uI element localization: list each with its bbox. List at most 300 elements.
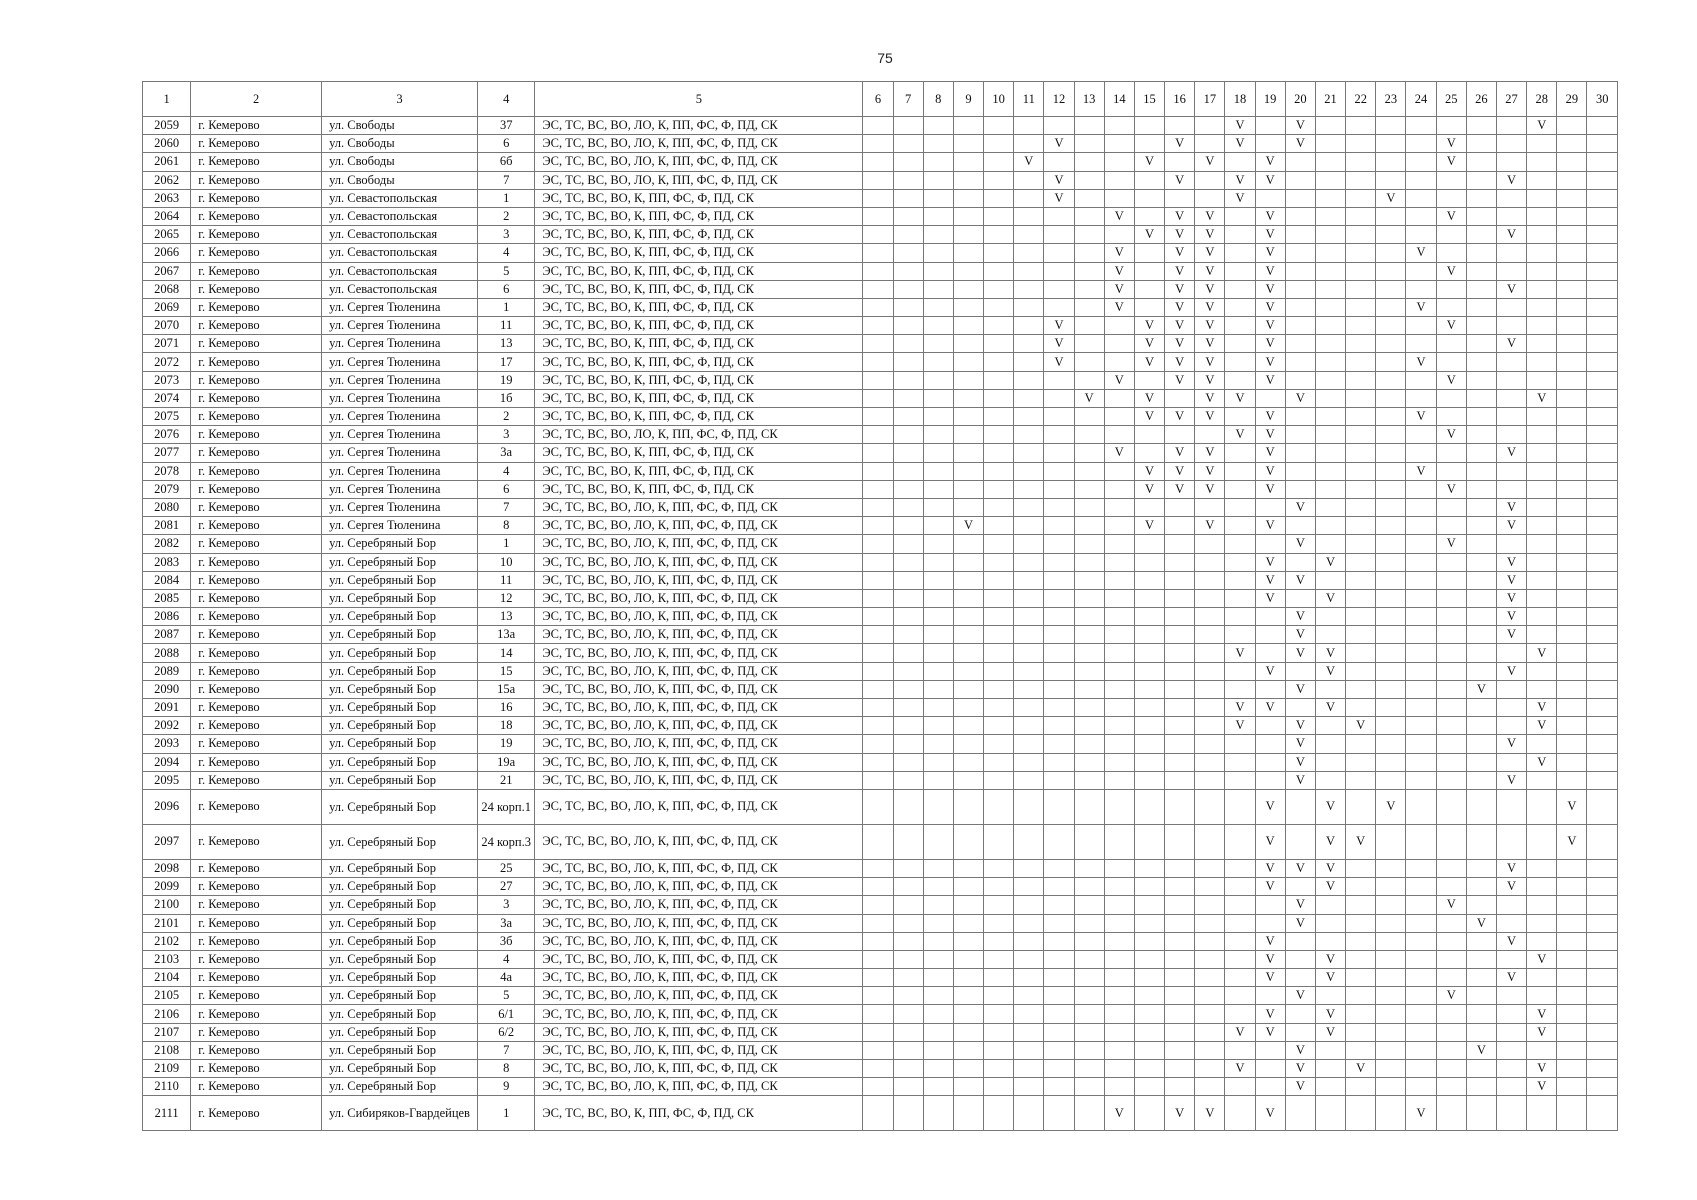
street-cell: ул. Сергея Тюленина — [322, 317, 478, 335]
table-row — [143, 896, 1618, 914]
empty-cell — [1557, 662, 1587, 680]
empty-cell — [953, 553, 983, 571]
empty-cell — [953, 298, 983, 316]
empty-cell — [1436, 171, 1466, 189]
empty-cell — [1134, 498, 1164, 516]
check-mark: V — [1315, 824, 1345, 859]
empty-cell — [1376, 135, 1406, 153]
empty-cell — [863, 662, 893, 680]
table-row — [143, 462, 1618, 480]
empty-cell — [1044, 280, 1074, 298]
table-row — [143, 589, 1618, 607]
empty-cell — [863, 571, 893, 589]
empty-cell — [1165, 896, 1195, 914]
check-mark: V — [1315, 644, 1345, 662]
empty-cell — [953, 644, 983, 662]
empty-cell — [923, 644, 953, 662]
empty-cell — [984, 262, 1014, 280]
empty-cell — [1496, 262, 1526, 280]
empty-cell — [1255, 717, 1285, 735]
empty-cell — [1466, 117, 1496, 135]
empty-cell — [1315, 1060, 1345, 1078]
empty-cell — [1587, 662, 1618, 680]
empty-cell — [984, 171, 1014, 189]
check-mark: V — [1104, 262, 1134, 280]
row-number: 2099 — [143, 878, 191, 896]
empty-cell — [1436, 1005, 1466, 1023]
empty-cell — [1014, 353, 1044, 371]
empty-cell — [1104, 226, 1134, 244]
empty-cell — [984, 426, 1014, 444]
street-cell: ул. Серебряный Бор — [322, 608, 478, 626]
city-cell: г. Кемерово — [191, 987, 322, 1005]
row-number: 2072 — [143, 353, 191, 371]
empty-cell — [1346, 771, 1376, 789]
check-mark: V — [1134, 517, 1164, 535]
column-header: 18 — [1225, 82, 1255, 117]
empty-cell — [1104, 117, 1134, 135]
empty-cell — [1527, 262, 1557, 280]
empty-cell — [893, 226, 923, 244]
check-mark: V — [1436, 371, 1466, 389]
empty-cell — [1014, 517, 1044, 535]
empty-cell — [1346, 444, 1376, 462]
table-row — [143, 914, 1618, 932]
empty-cell — [863, 553, 893, 571]
empty-cell — [1587, 298, 1618, 316]
check-mark: V — [1285, 571, 1315, 589]
empty-cell — [953, 317, 983, 335]
empty-cell — [1406, 553, 1436, 571]
empty-cell — [1104, 498, 1134, 516]
empty-cell — [863, 171, 893, 189]
empty-cell — [984, 608, 1014, 626]
empty-cell — [1225, 207, 1255, 225]
row-number: 2077 — [143, 444, 191, 462]
empty-cell — [863, 335, 893, 353]
empty-cell — [1074, 135, 1104, 153]
empty-cell — [1104, 335, 1134, 353]
empty-cell — [1406, 644, 1436, 662]
empty-cell — [1044, 824, 1074, 859]
empty-cell — [1557, 462, 1587, 480]
empty-cell — [863, 462, 893, 480]
empty-cell — [893, 878, 923, 896]
check-mark: V — [1285, 644, 1315, 662]
empty-cell — [1074, 480, 1104, 498]
check-mark: V — [1285, 535, 1315, 553]
empty-cell — [1587, 207, 1618, 225]
empty-cell — [1225, 753, 1255, 771]
empty-cell — [1044, 987, 1074, 1005]
check-mark: V — [1496, 626, 1526, 644]
check-mark: V — [1255, 699, 1285, 717]
empty-cell — [1557, 189, 1587, 207]
empty-cell — [1315, 680, 1345, 698]
empty-cell — [893, 1023, 923, 1041]
empty-cell — [1557, 1096, 1587, 1131]
empty-cell — [1527, 1041, 1557, 1059]
empty-cell — [1557, 426, 1587, 444]
empty-cell — [1587, 699, 1618, 717]
empty-cell — [1195, 135, 1225, 153]
table-row — [143, 262, 1618, 280]
empty-cell — [893, 589, 923, 607]
empty-cell — [1165, 535, 1195, 553]
empty-cell — [1225, 335, 1255, 353]
empty-cell — [1285, 553, 1315, 571]
empty-cell — [984, 662, 1014, 680]
empty-cell — [1134, 371, 1164, 389]
check-mark: V — [1285, 135, 1315, 153]
empty-cell — [923, 153, 953, 171]
empty-cell — [1466, 298, 1496, 316]
empty-cell — [1255, 626, 1285, 644]
empty-cell — [1466, 517, 1496, 535]
check-mark: V — [1195, 262, 1225, 280]
empty-cell — [1165, 589, 1195, 607]
table-body — [143, 117, 1618, 1131]
empty-cell — [1557, 878, 1587, 896]
house-cell: 27 — [478, 878, 535, 896]
empty-cell — [1346, 244, 1376, 262]
empty-cell — [1376, 950, 1406, 968]
empty-cell — [1044, 262, 1074, 280]
empty-cell — [1165, 644, 1195, 662]
empty-cell — [863, 207, 893, 225]
empty-cell — [1406, 753, 1436, 771]
row-number: 2103 — [143, 950, 191, 968]
check-mark: V — [1134, 317, 1164, 335]
empty-cell — [953, 662, 983, 680]
empty-cell — [1466, 859, 1496, 877]
empty-cell — [1466, 262, 1496, 280]
empty-cell — [1496, 1096, 1526, 1131]
empty-cell — [953, 680, 983, 698]
table-row — [143, 553, 1618, 571]
row-number: 2108 — [143, 1041, 191, 1059]
empty-cell — [953, 824, 983, 859]
table-row — [143, 226, 1618, 244]
empty-cell — [1496, 298, 1526, 316]
empty-cell — [1436, 553, 1466, 571]
empty-cell — [1195, 644, 1225, 662]
empty-cell — [1225, 571, 1255, 589]
check-mark: V — [1436, 987, 1466, 1005]
check-mark: V — [1255, 878, 1285, 896]
empty-cell — [1165, 662, 1195, 680]
empty-cell — [1436, 389, 1466, 407]
empty-cell — [1496, 1005, 1526, 1023]
empty-cell — [1587, 1005, 1618, 1023]
empty-cell — [1315, 353, 1345, 371]
empty-cell — [1225, 244, 1255, 262]
row-number: 2071 — [143, 335, 191, 353]
city-cell: г. Кемерово — [191, 353, 322, 371]
empty-cell — [1315, 226, 1345, 244]
street-cell: ул. Серебряный Бор — [322, 789, 478, 824]
empty-cell — [1104, 317, 1134, 335]
empty-cell — [1466, 135, 1496, 153]
empty-cell — [984, 517, 1014, 535]
empty-cell — [1195, 680, 1225, 698]
empty-cell — [984, 735, 1014, 753]
empty-cell — [1225, 824, 1255, 859]
empty-cell — [923, 735, 953, 753]
empty-cell — [1436, 444, 1466, 462]
empty-cell — [863, 644, 893, 662]
empty-cell — [1014, 626, 1044, 644]
empty-cell — [1587, 1041, 1618, 1059]
empty-cell — [1074, 950, 1104, 968]
empty-cell — [1346, 426, 1376, 444]
empty-cell — [923, 117, 953, 135]
empty-cell — [1134, 1078, 1164, 1096]
street-cell: ул. Серебряный Бор — [322, 896, 478, 914]
house-cell: 19 — [478, 735, 535, 753]
house-cell: 7 — [478, 1041, 535, 1059]
empty-cell — [1527, 189, 1557, 207]
house-cell: 3 — [478, 426, 535, 444]
empty-cell — [1466, 589, 1496, 607]
empty-cell — [1165, 389, 1195, 407]
empty-cell — [1436, 932, 1466, 950]
empty-cell — [1346, 226, 1376, 244]
city-cell: г. Кемерово — [191, 444, 322, 462]
empty-cell — [1225, 789, 1255, 824]
empty-cell — [1527, 571, 1557, 589]
empty-cell — [1225, 662, 1255, 680]
house-cell: 7 — [478, 498, 535, 516]
empty-cell — [923, 480, 953, 498]
empty-cell — [1014, 824, 1044, 859]
check-mark: V — [1104, 207, 1134, 225]
empty-cell — [1195, 950, 1225, 968]
empty-cell — [893, 1060, 923, 1078]
empty-cell — [1315, 498, 1345, 516]
street-cell: ул. Серебряный Бор — [322, 717, 478, 735]
table-row — [143, 878, 1618, 896]
empty-cell — [863, 280, 893, 298]
empty-cell — [923, 1005, 953, 1023]
check-mark: V — [1165, 317, 1195, 335]
empty-cell — [1436, 662, 1466, 680]
empty-cell — [1225, 553, 1255, 571]
empty-cell — [923, 498, 953, 516]
empty-cell — [1496, 680, 1526, 698]
empty-cell — [1436, 1041, 1466, 1059]
empty-cell — [1376, 353, 1406, 371]
empty-cell — [1104, 1005, 1134, 1023]
check-mark: V — [1527, 389, 1557, 407]
empty-cell — [1376, 389, 1406, 407]
empty-cell — [1074, 298, 1104, 316]
check-mark: V — [1165, 335, 1195, 353]
empty-cell — [953, 717, 983, 735]
empty-cell — [893, 444, 923, 462]
house-cell: 3а — [478, 914, 535, 932]
house-cell: 6 — [478, 135, 535, 153]
empty-cell — [1346, 987, 1376, 1005]
empty-cell — [1346, 408, 1376, 426]
empty-cell — [1587, 171, 1618, 189]
empty-cell — [1587, 950, 1618, 968]
empty-cell — [1044, 298, 1074, 316]
street-cell: ул. Сергея Тюленина — [322, 462, 478, 480]
utilities-cell: ЭС, ТС, ВС, ВО, ЛО, К, ПП, ФС, Ф, ПД, СК — [535, 626, 863, 644]
empty-cell — [1587, 1078, 1618, 1096]
house-cell: 3а — [478, 444, 535, 462]
empty-cell — [1346, 389, 1376, 407]
empty-cell — [1376, 226, 1406, 244]
empty-cell — [1557, 859, 1587, 877]
empty-cell — [1104, 969, 1134, 987]
utilities-cell: ЭС, ТС, ВС, ВО, ЛО, К, ПП, ФС, Ф, ПД, СК — [535, 1060, 863, 1078]
empty-cell — [863, 517, 893, 535]
check-mark: V — [1436, 317, 1466, 335]
column-header: 26 — [1466, 82, 1496, 117]
table-row — [143, 859, 1618, 877]
empty-cell — [1225, 771, 1255, 789]
empty-cell — [1014, 171, 1044, 189]
empty-cell — [953, 969, 983, 987]
empty-cell — [1104, 480, 1134, 498]
street-cell: ул. Серебряный Бор — [322, 553, 478, 571]
empty-cell — [1165, 1060, 1195, 1078]
empty-cell — [1557, 335, 1587, 353]
empty-cell — [1225, 317, 1255, 335]
column-header: 23 — [1376, 82, 1406, 117]
empty-cell — [1074, 789, 1104, 824]
empty-cell — [1406, 153, 1436, 171]
row-number: 2069 — [143, 298, 191, 316]
empty-cell — [1376, 517, 1406, 535]
empty-cell — [1104, 153, 1134, 171]
house-cell: 25 — [478, 859, 535, 877]
empty-cell — [1255, 189, 1285, 207]
empty-cell — [1255, 987, 1285, 1005]
empty-cell — [1014, 408, 1044, 426]
empty-cell — [1346, 298, 1376, 316]
empty-cell — [1315, 626, 1345, 644]
utilities-cell: ЭС, ТС, ВС, ВО, ЛО, К, ПП, ФС, Ф, ПД, СК — [535, 498, 863, 516]
empty-cell — [1436, 789, 1466, 824]
empty-cell — [1014, 950, 1044, 968]
empty-cell — [893, 914, 923, 932]
empty-cell — [863, 589, 893, 607]
check-mark: V — [1496, 878, 1526, 896]
empty-cell — [1104, 753, 1134, 771]
empty-cell — [1587, 462, 1618, 480]
empty-cell — [1527, 371, 1557, 389]
check-mark: V — [1285, 1078, 1315, 1096]
house-cell: 15 — [478, 662, 535, 680]
utilities-cell: ЭС, ТС, ВС, ВО, ЛО, К, ПП, ФС, Ф, ПД, СК — [535, 571, 863, 589]
empty-cell — [1496, 789, 1526, 824]
empty-cell — [984, 389, 1014, 407]
empty-cell — [1346, 135, 1376, 153]
empty-cell — [1557, 932, 1587, 950]
empty-cell — [923, 298, 953, 316]
empty-cell — [1557, 480, 1587, 498]
empty-cell — [1406, 1005, 1436, 1023]
empty-cell — [1496, 535, 1526, 553]
empty-cell — [1557, 1041, 1587, 1059]
empty-cell — [1406, 932, 1436, 950]
city-cell: г. Кемерово — [191, 298, 322, 316]
column-header: 30 — [1587, 82, 1618, 117]
empty-cell — [1376, 735, 1406, 753]
empty-cell — [1074, 644, 1104, 662]
street-cell: ул. Серебряный Бор — [322, 753, 478, 771]
empty-cell — [1466, 335, 1496, 353]
empty-cell — [1285, 189, 1315, 207]
empty-cell — [1406, 789, 1436, 824]
empty-cell — [953, 462, 983, 480]
empty-cell — [1044, 535, 1074, 553]
empty-cell — [1527, 153, 1557, 171]
empty-cell — [1074, 1096, 1104, 1131]
house-cell: 11 — [478, 317, 535, 335]
house-cell: 13а — [478, 626, 535, 644]
empty-cell — [863, 371, 893, 389]
empty-cell — [1255, 135, 1285, 153]
city-cell: г. Кемерово — [191, 717, 322, 735]
check-mark: V — [1044, 353, 1074, 371]
empty-cell — [1436, 1096, 1466, 1131]
empty-cell — [1134, 859, 1164, 877]
empty-cell — [1346, 735, 1376, 753]
empty-cell — [1587, 226, 1618, 244]
empty-cell — [1436, 824, 1466, 859]
empty-cell — [863, 189, 893, 207]
empty-cell — [1527, 735, 1557, 753]
check-mark: V — [1165, 298, 1195, 316]
utilities-cell: ЭС, ТС, ВС, ВО, ЛО, К, ПП, ФС, Ф, ПД, СК — [535, 987, 863, 1005]
empty-cell — [1527, 662, 1557, 680]
empty-cell — [1496, 753, 1526, 771]
empty-cell — [953, 280, 983, 298]
empty-cell — [1255, 1060, 1285, 1078]
empty-cell — [953, 589, 983, 607]
check-mark: V — [1255, 571, 1285, 589]
empty-cell — [1436, 699, 1466, 717]
empty-cell — [1587, 771, 1618, 789]
street-cell: ул. Сергея Тюленина — [322, 517, 478, 535]
empty-cell — [1436, 408, 1466, 426]
empty-cell — [1134, 969, 1164, 987]
street-cell: ул. Серебряный Бор — [322, 987, 478, 1005]
empty-cell — [923, 1096, 953, 1131]
empty-cell — [1587, 896, 1618, 914]
empty-cell — [1285, 353, 1315, 371]
empty-cell — [1285, 878, 1315, 896]
empty-cell — [1074, 153, 1104, 171]
empty-cell — [1587, 189, 1618, 207]
empty-cell — [984, 1060, 1014, 1078]
empty-cell — [1285, 426, 1315, 444]
empty-cell — [1376, 1005, 1406, 1023]
empty-cell — [1315, 480, 1345, 498]
check-mark: V — [1225, 699, 1255, 717]
empty-cell — [1406, 824, 1436, 859]
empty-cell — [1014, 1096, 1044, 1131]
empty-cell — [1104, 171, 1134, 189]
empty-cell — [1587, 426, 1618, 444]
empty-cell — [1285, 171, 1315, 189]
empty-cell — [923, 932, 953, 950]
empty-cell — [1557, 517, 1587, 535]
